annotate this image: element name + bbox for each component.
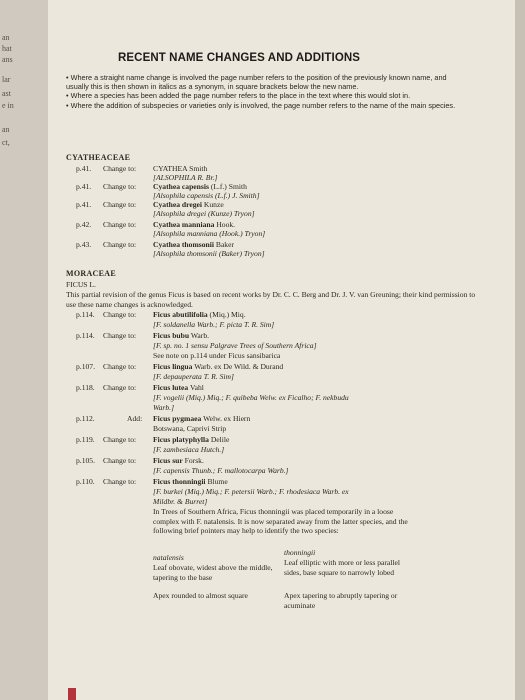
new-name: Cyathea capensis (L.f.) Smith	[153, 182, 247, 191]
action-label: Change to:	[103, 200, 137, 209]
new-name: Ficus platyphylla Delile	[153, 435, 230, 444]
page-ref: p.118.	[76, 383, 95, 392]
page-ref: p.43.	[76, 240, 92, 249]
action-label: Change to:	[103, 383, 137, 392]
page-ref: p.112.	[76, 414, 95, 423]
genus-heading: FICUS L.	[66, 280, 96, 289]
note-paragraph: • Where a straight name change is involved the page number refers to the position of the previously known name, and usually this is then shown in italics as a synonym, in square brackets below the new name.	[66, 73, 447, 92]
margin-fragment: ans	[2, 55, 13, 64]
new-name: Cyathea dregei Kunze	[153, 200, 224, 209]
page-ref: p.110.	[76, 477, 95, 486]
action-label: Change to:	[103, 456, 137, 465]
moraceae-intro: This partial revision of the genus Ficus is based on recent works by Dr. C. C. Berg and Dr. J. V. van Greuning; their kind permission to use these name changes is acknowledged.	[66, 290, 476, 309]
page-ref: p.119.	[76, 435, 95, 444]
new-name: Ficus thonningii Blume	[153, 477, 228, 486]
note-paragraph: • Where the addition of subspecies or varieties only is involved, the page number refers to the name of the main species.	[66, 100, 456, 110]
synonym: [F. vogelii (Miq.) Miq.; F. quibeba Welw. ex Ficalho; F. nekbudu	[153, 393, 349, 402]
synonym: [Alsophila capensis (L.f.) J. Smith]	[153, 191, 260, 200]
margin-fragment: e in	[2, 101, 14, 110]
page-title: RECENT NAME CHANGES AND ADDITIONS	[118, 52, 361, 64]
thonningii-leaf: Leaf elliptic with more or less parallel sides, base square to narrowly lobed	[284, 558, 400, 577]
action-label: Change to:	[103, 435, 137, 444]
synonym: [Alsophila dregei (Kunze) Tryon]	[153, 209, 255, 218]
page-ref: p.42.	[76, 220, 92, 229]
page-ref: p.107.	[76, 362, 95, 371]
bookmark-ribbon	[68, 688, 76, 700]
new-name: Cyathea thomsonii Baker	[153, 240, 235, 249]
synonym: [Alsophila thomsonii (Baker) Tryon]	[153, 249, 265, 258]
page-ref: p.41.	[76, 182, 92, 191]
synonym: [F. burkei (Miq.) Miq.; F. petersii Warb.; F. rhodesiaca Warb. ex	[153, 487, 349, 496]
note-paragraph: • Where a species has been added the page number refers to the place in the text where this would slot in.	[66, 91, 411, 101]
section-heading-moraceae: MORACEAE	[66, 269, 116, 278]
page-ref: p.41.	[76, 164, 92, 173]
synonym-continued: Mildbr. & Burret]	[153, 497, 208, 506]
synonym: [Alsophila manniana (Hook.) Tryon]	[153, 229, 266, 238]
action-label: Change to:	[103, 240, 137, 249]
action-label: Change to:	[103, 477, 137, 486]
synonym-continued: Warb.]	[153, 403, 175, 412]
thonningii-apex: Apex tapering to abruptly tapering or acuminate	[284, 591, 398, 610]
page-ref: p.114.	[76, 331, 95, 340]
new-name: Ficus abutilifolia (Miq.) Miq.	[153, 310, 246, 319]
synonym: [F. sp. no. 1 sensu Palgrave Trees of Southern Africa]	[153, 341, 317, 350]
natalensis-leaf: Leaf obovate, widest above the middle, tapering to the base	[153, 563, 273, 582]
compare-head-natalensis: natalensis	[153, 553, 184, 562]
synonym: [ALSOPHILA R. Br.]	[153, 173, 218, 182]
synonym: [F. depauperata T. R. Sim]	[153, 372, 234, 381]
new-name: Ficus bubu Warb.	[153, 331, 210, 340]
margin-fragment: an	[2, 33, 10, 42]
action-label: Change to:	[103, 331, 137, 340]
cross-reference-note: See note on p.114 under Ficus sansibarica	[153, 351, 281, 360]
action-label: Change to:	[103, 164, 137, 173]
action-label: Change to:	[103, 220, 137, 229]
new-name: Cyathea manniana Hook.	[153, 220, 236, 229]
action-label: Change to:	[103, 310, 137, 319]
action-label: Change to:	[103, 362, 137, 371]
thonningii-note: In Trees of Southern Africa, Ficus thonningii was placed temporarily in a loose complex with F. natalensis. It is now separated away from the latter species, and the following brief pointers may help to identify the two species:	[153, 507, 408, 536]
new-name: Ficus sur Forsk.	[153, 456, 204, 465]
page-ref: p.41.	[76, 200, 92, 209]
margin-fragment: ast	[2, 89, 11, 98]
margin-fragment: an	[2, 125, 10, 134]
action-label: Add:	[127, 414, 143, 423]
action-label: Change to:	[103, 182, 137, 191]
margin-fragment: hat	[2, 44, 12, 53]
compare-head-thonningii: thonningii	[284, 548, 316, 557]
new-name: Ficus pygmaea Welw. ex Hiern	[153, 414, 251, 423]
distribution-note: Botswana, Caprivi Strip	[153, 424, 227, 433]
page-ref: p.105.	[76, 456, 95, 465]
synonym: [F. capensis Thunb.; F. mallotocarpa Warb.]	[153, 466, 289, 475]
page-stack-edge	[515, 0, 525, 700]
natalensis-apex: Apex rounded to almost square	[153, 591, 248, 600]
synonym: [F. zambesiaca Hutch.]	[153, 445, 225, 454]
section-heading-cyatheaceae: CYATHEACEAE	[66, 153, 131, 162]
intro-notes	[66, 73, 466, 110]
new-name: CYATHEA Smith	[153, 164, 208, 173]
synonym: [F. soldanella Warb.; F. picta T. R. Sim]	[153, 320, 275, 329]
new-name: Ficus lingua Warb. ex De Wild. & Durand	[153, 362, 284, 371]
previous-page-edge	[0, 0, 49, 700]
page-ref: p.114.	[76, 310, 95, 319]
new-name: Ficus lutea Vahl	[153, 383, 204, 392]
margin-fragment: lar	[2, 75, 11, 84]
margin-fragment: ct,	[2, 138, 10, 147]
